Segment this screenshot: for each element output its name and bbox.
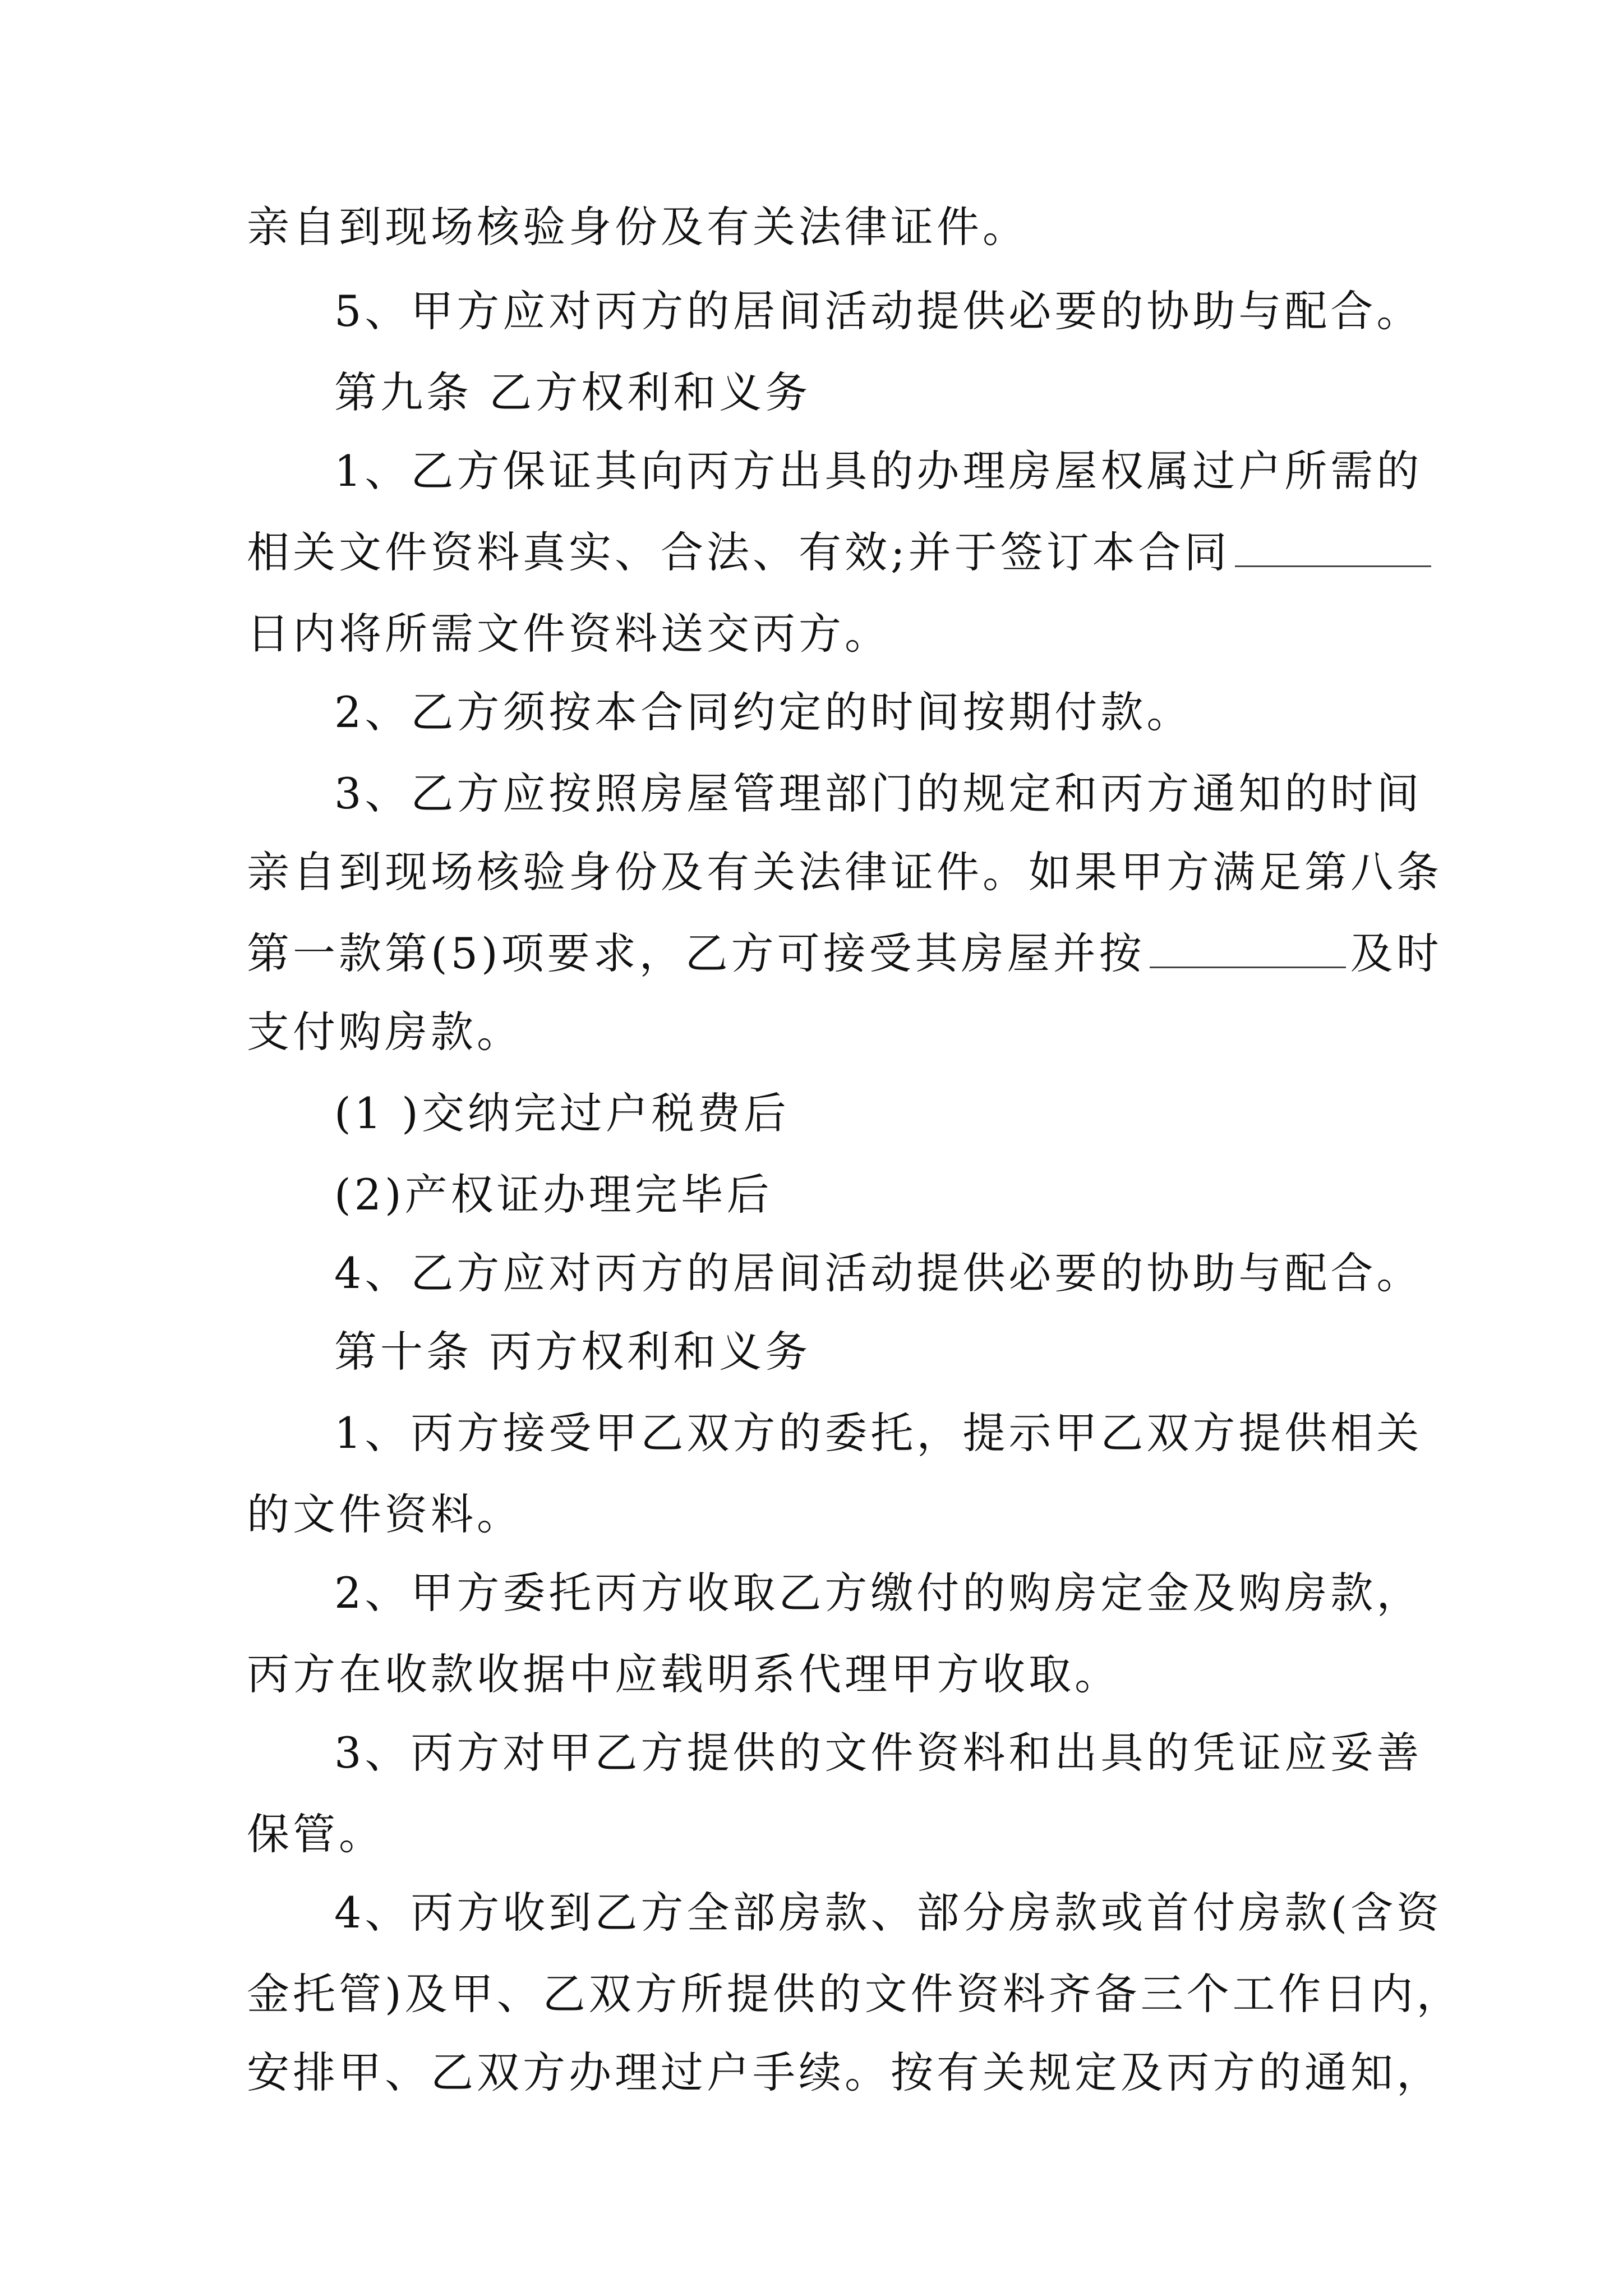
text-line: 2、甲方委托丙方收取乙方缴付的购房定金及购房款， [334, 1568, 1423, 1618]
text-line: 4、丙方收到乙方全部房款、部分房款或首付房款(含资 [334, 1888, 1443, 1938]
text-line: 日内将所需文件资料送交丙方。 [247, 609, 891, 659]
text-line: 支付购房款。 [247, 1007, 523, 1057]
text-line: 1、乙方保证其向丙方出具的办理房屋权属过户所需的 [334, 446, 1423, 496]
text-segment: 第一款第(5)项要求，乙方可接受其房屋并按 [247, 928, 1145, 978]
text-line: 亲自到现场核验身份及有关法律证件。如果甲方满足第八条 [247, 847, 1442, 897]
section-heading: 第九条 乙方权利和义务 [334, 367, 811, 417]
list-item: (1 )交纳完过户税费后 [334, 1088, 790, 1138]
text-line: 1、丙方接受甲乙双方的委托，提示甲乙双方提供相关 [334, 1408, 1423, 1458]
text-line: 保管。 [247, 1809, 385, 1859]
text-line: 安排甲、乙双方办理过户手续。按有关规定及丙方的通知， [247, 2047, 1442, 2097]
blank-field [1150, 964, 1346, 968]
text-line: 丙方在收款收据中应载明系代理甲方收取。 [247, 1649, 1121, 1699]
text-segment: 相关文件资料真实、合法、有效;并于签订本合同 [247, 527, 1230, 577]
text-line: 3、乙方应按照房屋管理部门的规定和丙方通知的时间 [334, 769, 1423, 818]
list-item: (2)产权证办理完毕后 [334, 1170, 773, 1220]
text-line: 的文件资料。 [247, 1489, 523, 1539]
text-line-with-blank [247, 926, 1442, 982]
blank-field [1235, 563, 1431, 567]
text-line: 2、乙方须按本合同约定的时间按期付款。 [334, 687, 1193, 737]
text-segment: 及时 [1350, 928, 1442, 978]
text-line-with-blank [247, 524, 1436, 581]
text-line: 5、甲方应对丙方的居间活动提供必要的协助与配合。 [334, 286, 1423, 336]
section-heading: 第十条 丙方权利和义务 [334, 1327, 811, 1377]
text-line: 金托管)及甲、乙双方所提供的文件资料齐备三个工作日内， [247, 1969, 1463, 2019]
text-line: 4、乙方应对丙方的居间活动提供必要的协助与配合。 [334, 1248, 1423, 1298]
text-line: 3、丙方对甲乙方提供的文件资料和出具的凭证应妥善 [334, 1728, 1423, 1778]
text-line: 亲自到现场核验身份及有关法律证件。 [247, 202, 1029, 252]
